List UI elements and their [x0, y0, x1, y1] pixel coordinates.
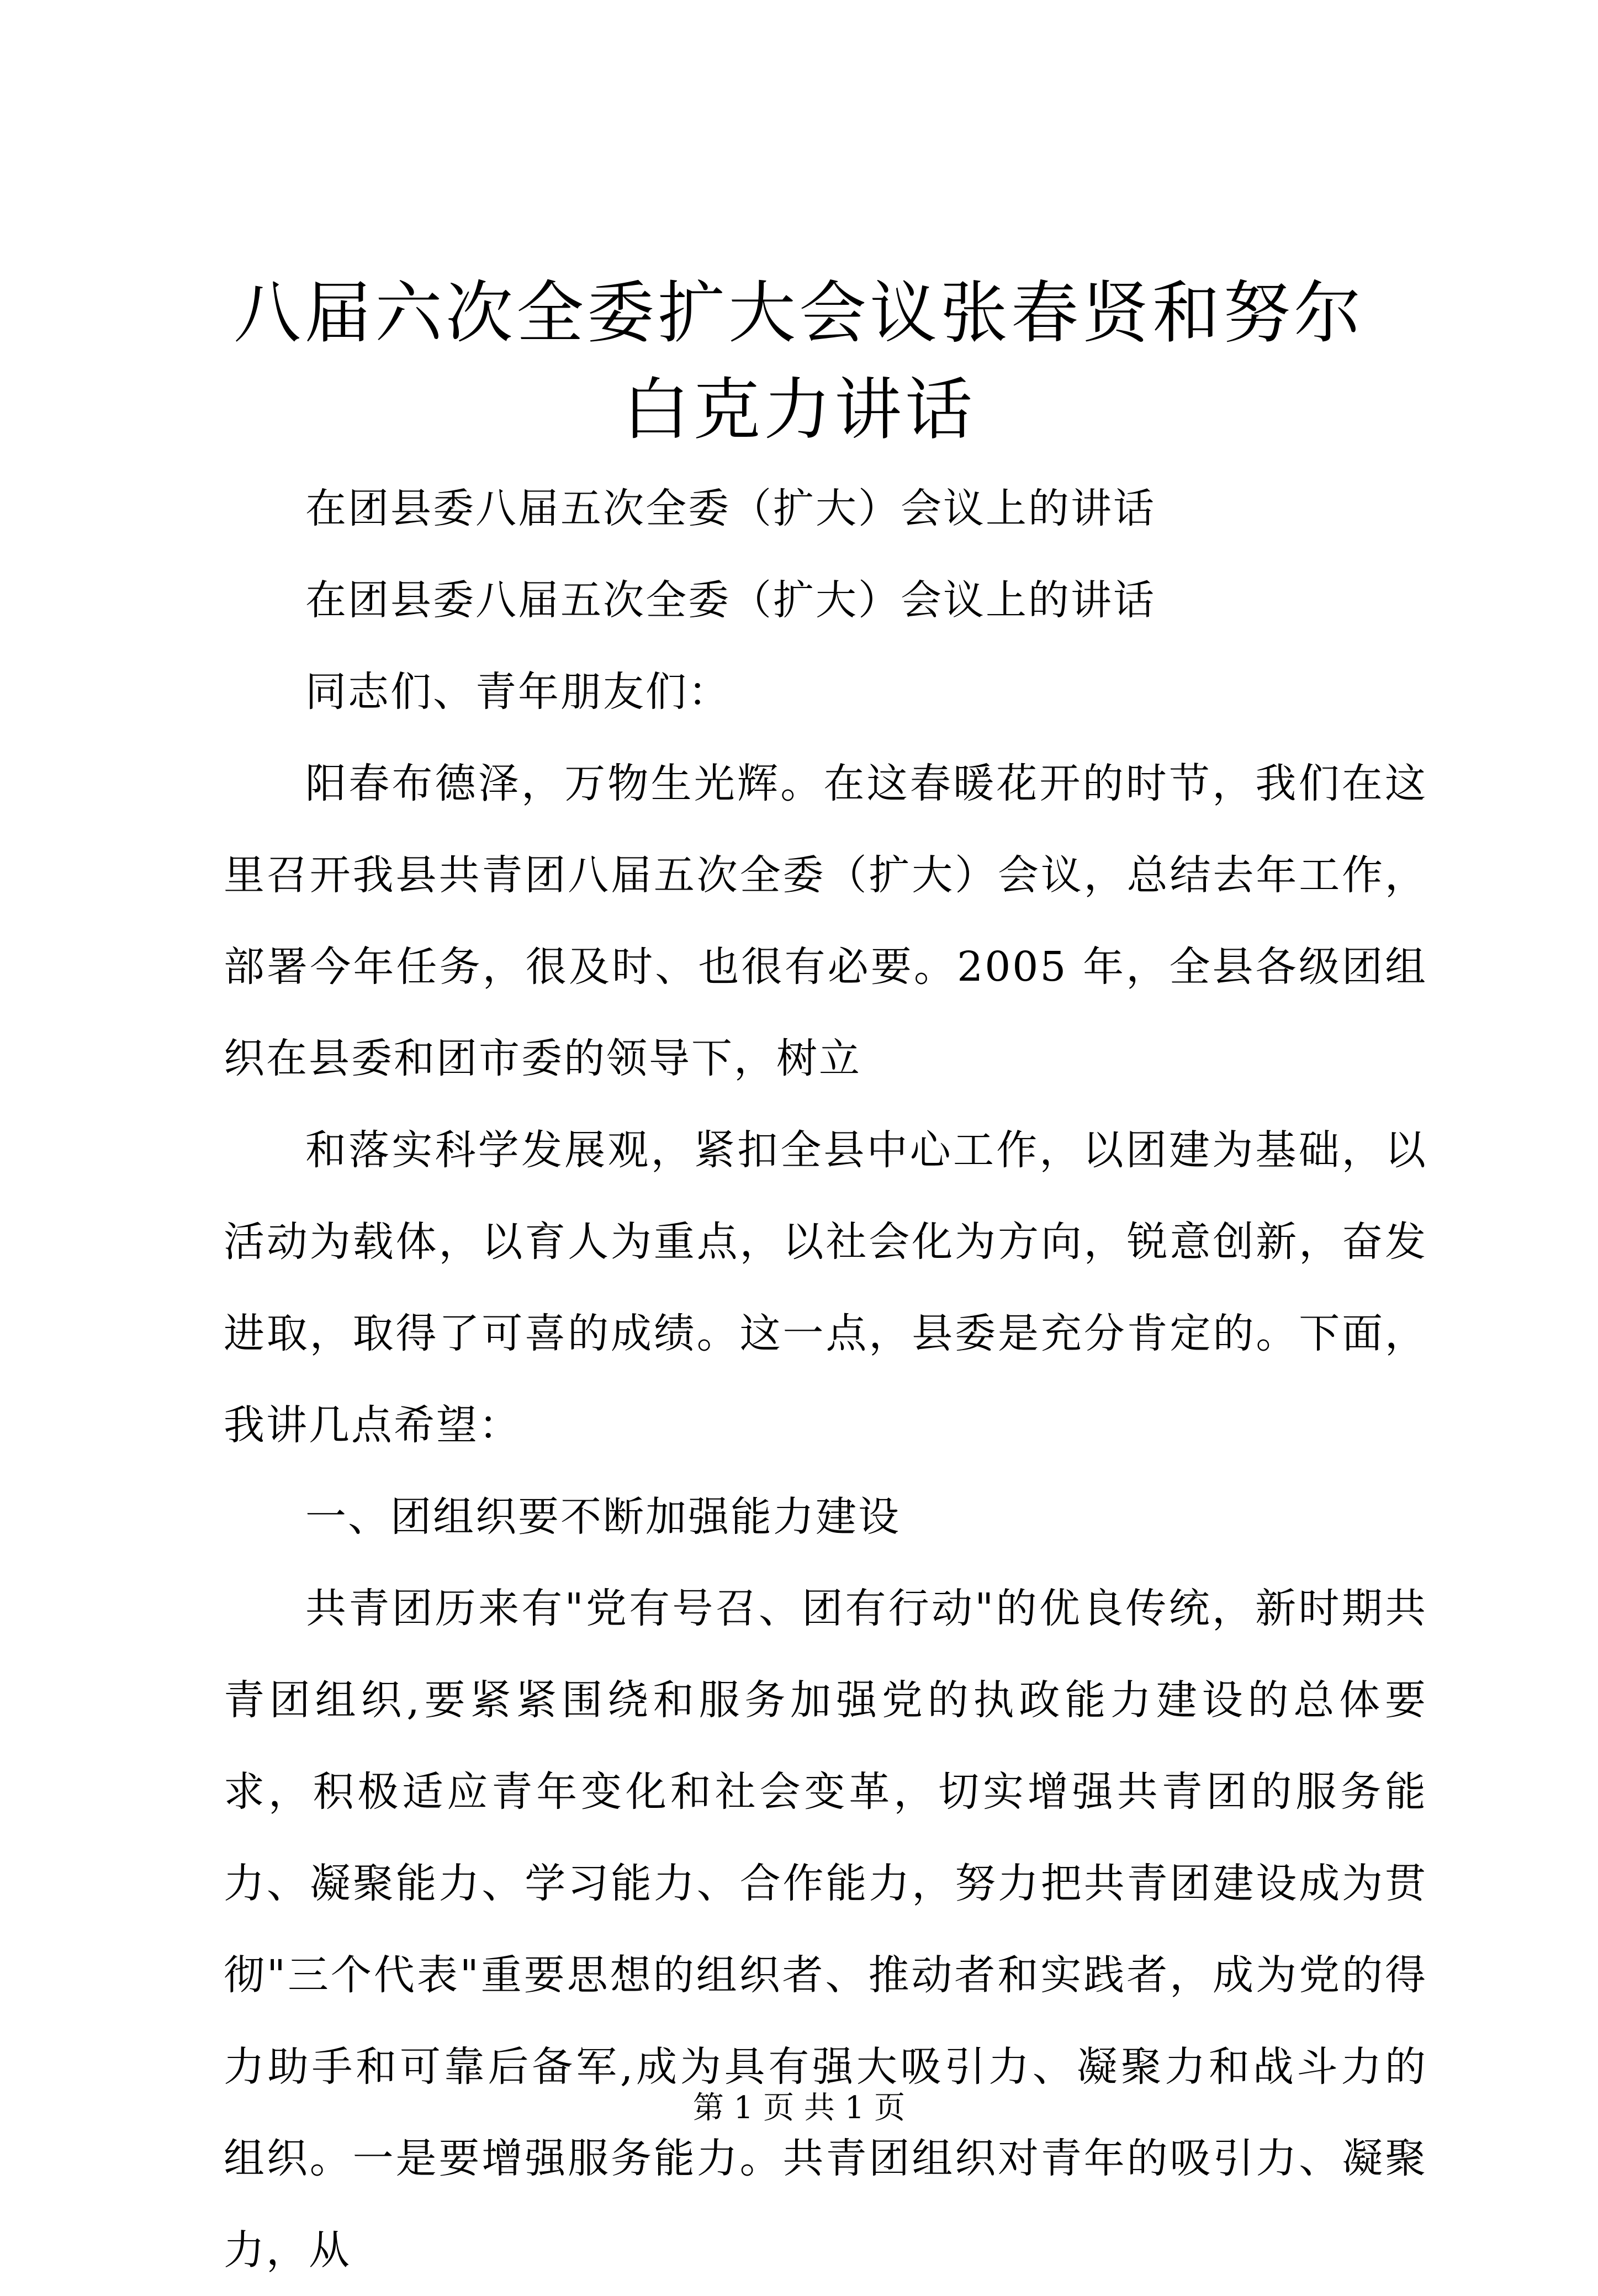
body-paragraph: 阳春布德泽，万物生光辉。在这春暖花开的时节，我们在这里召开我县共青团八届五次全委（扩大）会议，总结去年工作，部署今年任务，很及时、也很有必要。2005 年，全县各级团组织在县委和团市委的领导下，树立	[224, 760, 1427, 1082]
document-body	[224, 463, 1427, 2296]
subtitle-paragraph: 在团县委八届五次全委（扩大）会议上的讲话	[305, 576, 1156, 624]
salutation-paragraph: 同志们、青年朋友们：	[305, 668, 731, 716]
section-heading: 一、团组织要不断加强能力建设	[305, 1493, 901, 1541]
document-title: 八届六次全委扩大会议张春贤和努尔白克力讲话	[234, 274, 1364, 449]
subtitle-paragraph: 在团县委八届五次全委（扩大）会议上的讲话	[305, 485, 1156, 532]
body-paragraph: 和落实科学发展观，紧扣全县中心工作，以团建为基础，以活动为载体，以育人为重点，以社会化为方向，锐意创新，奋发进取，取得了可喜的成绩。这一点，县委是充分肯定的。下面，我讲几点希望：	[224, 1126, 1427, 1449]
page-footer: 第 1 页 共 1 页	[692, 2090, 906, 2126]
body-paragraph: 共青团历来有"党有号召、团有行动"的优良传统，新时期共青团组织,要紧紧围绕和服务加强党的执政能力建设的总体要求，积极适应青年变化和社会变革，切实增强共青团的服务能力、凝聚能力、学习能力、合作能力，努力把共青团建设成为贯彻"三个代表"重要思想的组织者、推动者和实践者，成为党的得力助手和可靠后备军,成为具有强大吸引力、凝聚力和战斗力的组织。一是要增强服务能力。共青团组织对青年的吸引力、凝聚力，从	[224, 1585, 1427, 2274]
